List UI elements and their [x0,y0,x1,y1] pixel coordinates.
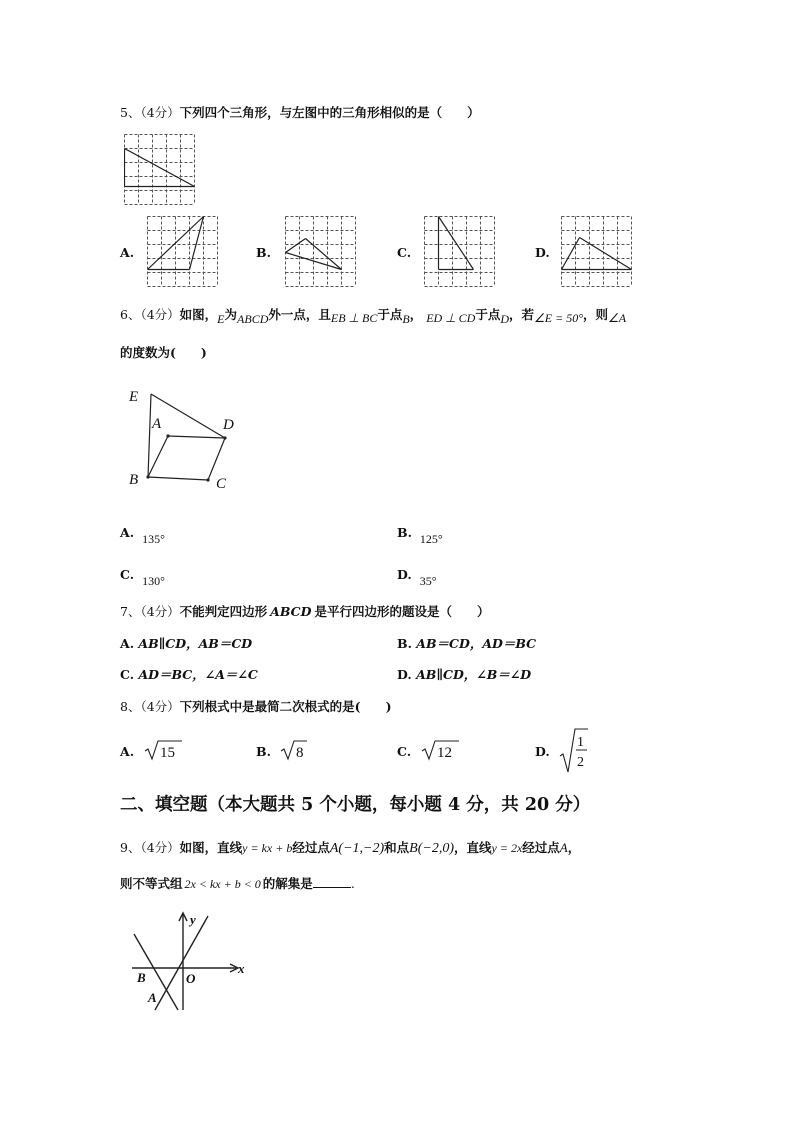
q9-label-o: O [186,971,196,986]
q8-option-b-label[interactable]: B. [256,744,271,759]
q6-segment-ab [148,436,168,477]
q8-option-d-denominator: 2 [577,755,584,770]
q7-stem: 7、（4分）不能判定四边形 ABCD 是平行四边形的题设是（ ） [120,604,490,619]
q6-stem-line1: 6、（4分）如图，E为ABCD外一点，且EB ⊥ BC于点B， ED ⊥ CD于点D，若∠E = 50°，则∠A [120,307,627,326]
q6-quadrilateral-figure [124,382,244,492]
q8-option-d-numerator: 1 [577,735,584,750]
q8-option-b-radicand: 8 [296,745,304,761]
q6-label-b: B [129,472,139,488]
q6-stem-line2: 的度数为( ) [120,345,207,360]
q5-option-c-triangle [439,217,474,270]
q5-option-b-figure[interactable] [285,216,357,288]
q6-segment-ed [151,394,225,438]
q7-option-a[interactable]: A. AB∥CD，AB＝CD [120,636,253,651]
q9-stem-line1: 9、（4分）如图，直线y = kx + b经过点A(−1,−2)和点B(−2,0)，直线y = 2x经过点A， [120,840,581,856]
q6-label-c: C [216,476,227,492]
q7-option-b[interactable]: B. AB＝CD，AD＝BC [397,636,537,651]
q8-option-c-radicand: 12 [437,745,452,761]
q5-option-d-label[interactable]: D. [535,245,550,260]
q6-segment-cd [208,438,225,480]
q9-label-b: B [137,970,146,985]
q6-segment-ad [168,436,225,438]
q5-option-a-label[interactable]: A. [120,245,135,260]
q8-option-c-label[interactable]: C. [397,744,412,759]
q6-option-c[interactable]: C. $_{130^\circ}$ [120,567,165,588]
q9-answer-blank[interactable] [313,875,351,888]
section-2-heading: 二、填空题（本大题共 5 个小题，每小题 4 分，共 20 分） [120,795,591,815]
q5-option-a-figure[interactable] [147,216,219,288]
q5-reference-triangle [125,149,195,187]
q9-label-y: y [190,912,196,927]
q5-option-d-triangle [562,238,632,270]
q9-label-x: x [238,961,245,976]
q8-option-d-label[interactable]: D. [535,744,550,759]
q8-option-a-radicand: 15 [160,745,175,761]
q5-option-d-figure[interactable] [561,216,633,288]
q6-segment-bc [148,477,208,480]
q9-stem-line2: 则不等式组 2x < kx + b < 0 的解集是 . [120,876,355,891]
q7-option-c[interactable]: C. AD＝BC，∠A＝∠C [120,667,258,682]
q6-label-d: D [223,417,234,433]
q5-option-b-label[interactable]: B. [256,245,271,260]
q5-stem: 5、（4分）下列四个三角形，与左图中的三角形相似的是（ ） [120,105,480,120]
q6-label-a: A [152,416,162,432]
q6-segment-eb [148,394,151,477]
q8-option-a-label[interactable]: A. [120,744,135,759]
q8-option-d-radical-fraction[interactable] [559,726,589,774]
q8-stem: 8、（4分）下列根式中是最简二次根式的是( ) [120,699,392,714]
q6-option-a[interactable]: A. $_{135^\circ}$ [120,525,165,546]
q9-label-a: A [148,990,157,1005]
q9-line-2x [155,916,208,1010]
q8-option-b-radical[interactable] [280,738,310,762]
q5-reference-grid-figure [124,134,196,206]
q9-linear-graph-figure [128,910,250,1014]
q7-option-d[interactable]: D. AB∥CD，∠B＝∠D [397,667,532,682]
q6-label-e: E [129,389,139,405]
q6-option-d[interactable]: D. $_{35^\circ}$ [397,567,437,588]
q6-option-b[interactable]: B. $_{125^\circ}$ [397,525,443,546]
q8-option-a-radical[interactable] [144,738,184,762]
q8-option-c-radical[interactable] [421,738,461,762]
q5-option-c-figure[interactable] [424,216,496,288]
q5-option-c-label[interactable]: C. [397,245,412,260]
